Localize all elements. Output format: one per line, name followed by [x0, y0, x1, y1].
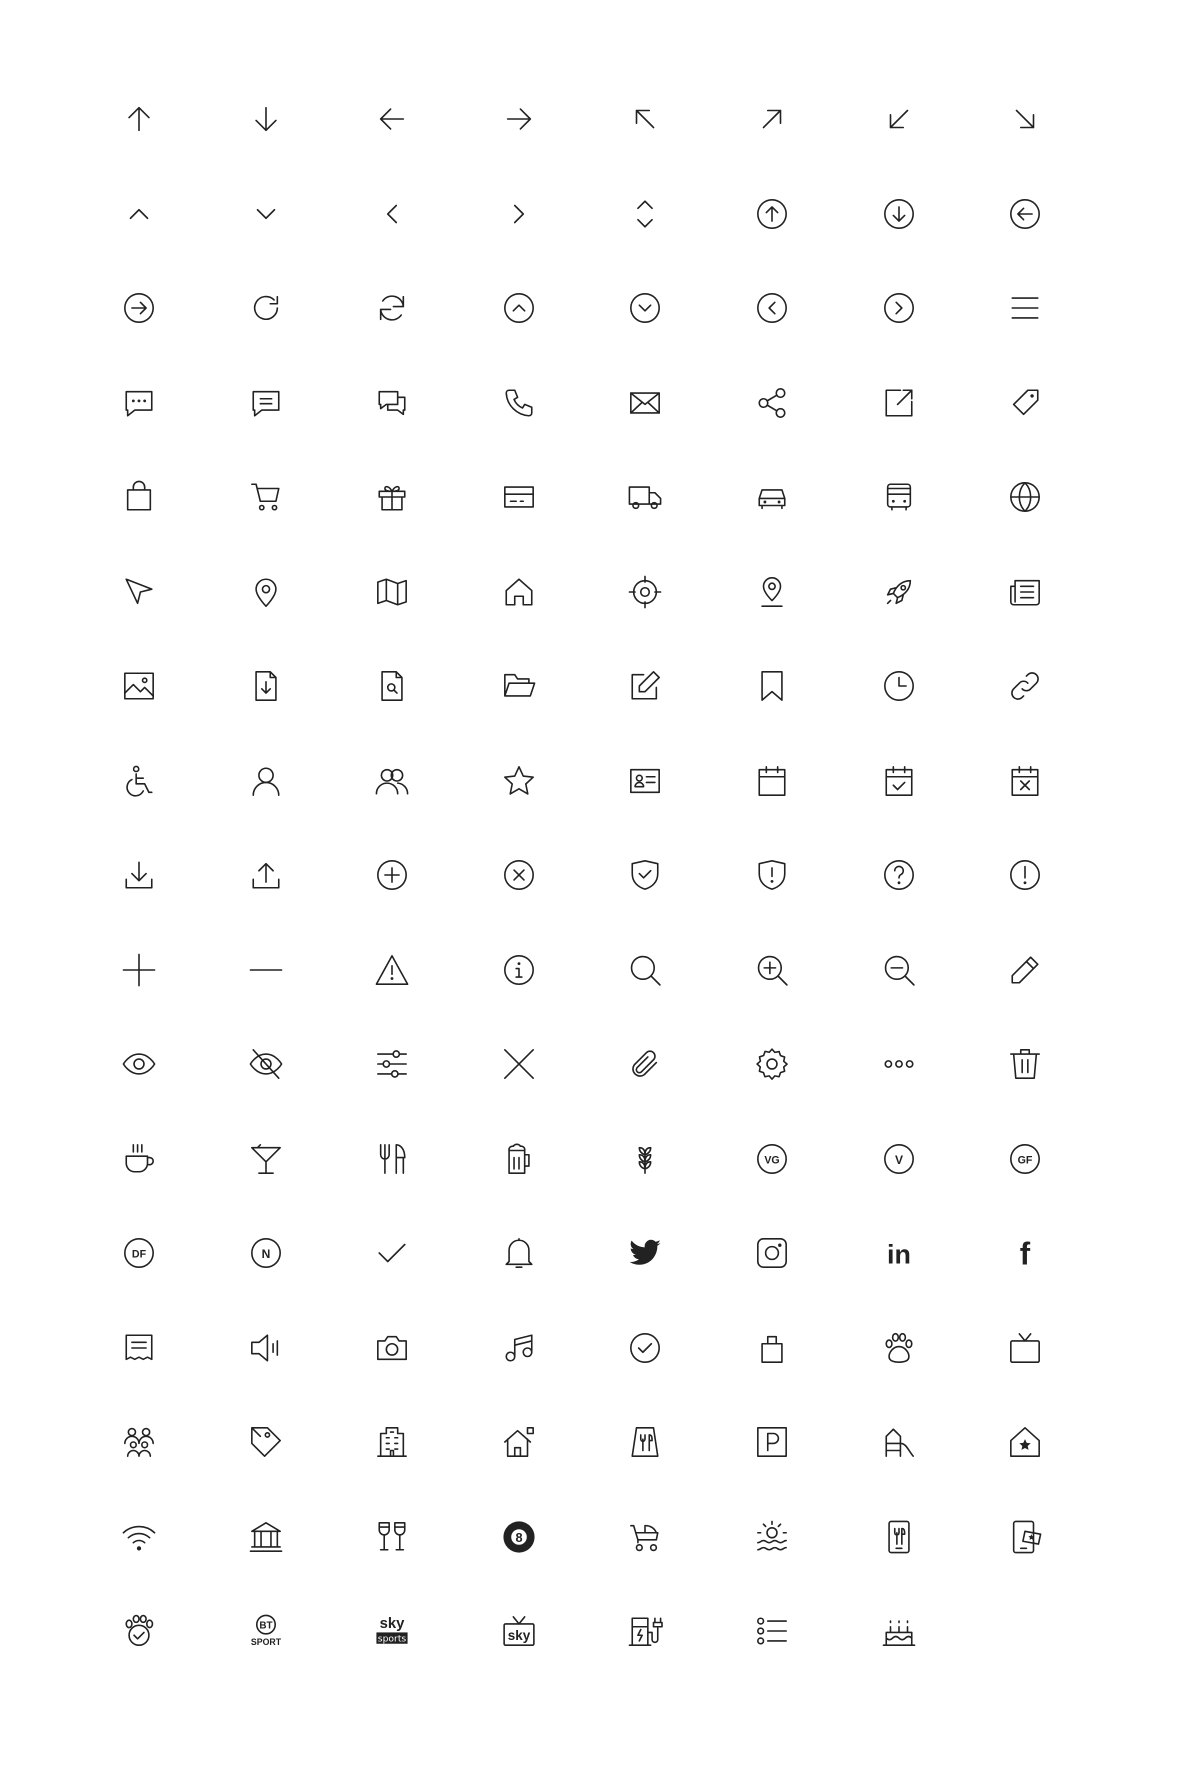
house-garden-icon — [502, 1425, 536, 1459]
icon-cell — [344, 1111, 440, 1207]
camera-icon — [375, 1331, 409, 1365]
icon-cell — [851, 1489, 947, 1585]
food-hall-icon — [628, 1425, 662, 1459]
check-circle-icon — [628, 1331, 662, 1365]
icon-cell — [91, 260, 187, 356]
icon-cell — [851, 260, 947, 356]
arrow-up-circle-icon — [755, 197, 789, 231]
svg-text:SPORT: SPORT — [250, 1637, 281, 1648]
globe-icon — [1008, 480, 1042, 514]
sunset-water-icon — [755, 1520, 789, 1554]
twitter-icon — [628, 1236, 662, 1270]
star-house-icon — [1008, 1425, 1042, 1459]
icon-cell — [597, 1111, 693, 1207]
birthday-cake-icon — [882, 1614, 916, 1648]
arrow-up-left-icon — [628, 102, 662, 136]
icon-cell — [597, 638, 693, 734]
icon-cell — [91, 1489, 187, 1585]
icon-cell — [218, 733, 314, 829]
chevron-up-circle-icon — [502, 291, 536, 325]
wine-glasses-icon — [375, 1520, 409, 1554]
icon-cell — [344, 733, 440, 829]
users-icon — [375, 764, 409, 798]
minus-icon — [249, 953, 283, 987]
truck-icon — [628, 480, 662, 514]
ev-charger-icon — [628, 1614, 662, 1648]
parking-icon — [755, 1425, 789, 1459]
price-tag-icon — [249, 1425, 283, 1459]
icon-cell — [597, 1583, 693, 1679]
user-icon — [249, 764, 283, 798]
icon-cell — [91, 1205, 187, 1301]
icon-cell — [344, 1394, 440, 1490]
icon-cell — [851, 827, 947, 923]
gluten-free-badge-icon — [1008, 1142, 1042, 1176]
arrow-up-right-icon — [755, 102, 789, 136]
eight-ball-icon — [502, 1520, 536, 1554]
arrow-down-icon — [249, 102, 283, 136]
wheat-icon — [628, 1142, 662, 1176]
id-card-icon — [628, 764, 662, 798]
icon-cell — [851, 1394, 947, 1490]
icon-cell — [977, 638, 1073, 734]
rocket-icon — [882, 575, 916, 609]
icon-cell — [597, 1300, 693, 1396]
icon-cell — [851, 733, 947, 829]
dairy-free-badge-icon — [122, 1236, 156, 1270]
wifi-icon — [122, 1520, 156, 1554]
icon-cell — [724, 260, 820, 356]
file-search-icon — [375, 669, 409, 703]
icon-cell — [471, 544, 567, 640]
folder-open-icon — [502, 669, 536, 703]
icon-cell — [471, 1583, 567, 1679]
icon-cell — [344, 1300, 440, 1396]
icon-cell — [977, 1205, 1073, 1301]
calendar-check-icon — [882, 764, 916, 798]
alert-circle-icon — [1008, 858, 1042, 892]
icon-cell — [597, 733, 693, 829]
sky-sports-icon — [375, 1614, 409, 1648]
accessibility-icon — [122, 764, 156, 798]
bell-icon — [502, 1236, 536, 1270]
icon-cell — [344, 1205, 440, 1301]
icon-cell — [851, 355, 947, 451]
icon-cell — [218, 1300, 314, 1396]
icon-cell — [597, 922, 693, 1018]
icon-cell — [597, 1016, 693, 1112]
paperclip-icon — [628, 1047, 662, 1081]
map-pin-icon — [249, 575, 283, 609]
menu-icon — [1008, 291, 1042, 325]
icon-cell — [471, 1111, 567, 1207]
icon-cell — [91, 355, 187, 451]
car-icon — [755, 480, 789, 514]
zoom-out-icon — [882, 953, 916, 987]
svg-text:sky: sky — [507, 1627, 531, 1643]
icon-cell — [344, 1016, 440, 1112]
newspaper-icon — [1008, 575, 1042, 609]
shopping-bag-icon — [122, 480, 156, 514]
icon-cell — [597, 260, 693, 356]
icon-cell — [724, 1583, 820, 1679]
info-circle-icon — [502, 953, 536, 987]
icon-cell — [344, 355, 440, 451]
icon-cell — [471, 71, 567, 167]
chats-icon — [375, 386, 409, 420]
zoom-in-icon — [755, 953, 789, 987]
icon-cell — [471, 166, 567, 262]
icon-cell — [977, 1016, 1073, 1112]
icon-cell — [218, 1016, 314, 1112]
icon-cell — [851, 1300, 947, 1396]
icon-cell — [597, 544, 693, 640]
icon-cell — [218, 827, 314, 923]
arrow-down-left-icon — [882, 102, 916, 136]
icon-cell — [724, 1300, 820, 1396]
icon-cell — [218, 449, 314, 545]
icon-cell — [471, 355, 567, 451]
icon-cell — [91, 1300, 187, 1396]
icon-cell — [218, 1489, 314, 1585]
fork-knife-icon — [375, 1142, 409, 1176]
svg-text:GF: GF — [1017, 1154, 1033, 1167]
chevron-down-icon — [249, 197, 283, 231]
arrow-up-icon — [122, 102, 156, 136]
tv-icon — [1008, 1331, 1042, 1365]
building-icon — [375, 1425, 409, 1459]
shield-check-icon — [628, 858, 662, 892]
icon-cell — [724, 922, 820, 1018]
paw-check-icon — [122, 1614, 156, 1648]
svg-text:sky: sky — [379, 1616, 405, 1633]
icon-cell — [724, 1205, 820, 1301]
chevron-down-circle-icon — [628, 291, 662, 325]
vegan-badge-icon — [755, 1142, 789, 1176]
icon-cell — [977, 166, 1073, 262]
svg-text:sports: sports — [377, 1633, 407, 1645]
icon-cell — [91, 449, 187, 545]
icon-cell — [471, 1394, 567, 1490]
instagram-icon — [755, 1236, 789, 1270]
chevron-left-circle-icon — [755, 291, 789, 325]
pencil-icon — [1008, 953, 1042, 987]
icon-cell — [851, 71, 947, 167]
eye-off-icon — [249, 1047, 283, 1081]
icon-cell — [344, 166, 440, 262]
icon-cell — [91, 71, 187, 167]
icon-cell — [597, 1394, 693, 1490]
shield-alert-icon — [755, 858, 789, 892]
icon-cell — [851, 1111, 947, 1207]
icon-cell — [977, 260, 1073, 356]
icon-cell — [471, 733, 567, 829]
arrow-left-circle-icon — [1008, 197, 1042, 231]
icon-cell — [724, 1016, 820, 1112]
edit-square-icon — [628, 669, 662, 703]
icon-cell — [724, 166, 820, 262]
svg-text:BT: BT — [258, 1620, 273, 1632]
question-circle-icon — [882, 858, 916, 892]
icon-cell — [344, 449, 440, 545]
chevron-left-icon — [375, 197, 409, 231]
icon-cell — [471, 1489, 567, 1585]
svg-text:DF: DF — [131, 1248, 147, 1261]
icon-cell — [977, 71, 1073, 167]
menu-phone-icon — [882, 1520, 916, 1554]
upload-icon — [249, 858, 283, 892]
icon-cell — [218, 71, 314, 167]
bus-icon — [882, 480, 916, 514]
icon-cell — [851, 1205, 947, 1301]
icon-cell — [91, 1016, 187, 1112]
x-circle-icon — [502, 858, 536, 892]
chevron-up-down-icon — [628, 197, 662, 231]
arrow-right-icon — [502, 102, 536, 136]
credit-card-icon — [502, 480, 536, 514]
family-icon — [122, 1425, 156, 1459]
bookmark-icon — [755, 669, 789, 703]
svg-text:f: f — [1019, 1236, 1031, 1272]
icon-cell — [977, 733, 1073, 829]
svg-text:in: in — [886, 1239, 911, 1270]
trash-icon — [1008, 1047, 1042, 1081]
icon-cell — [91, 922, 187, 1018]
chat-lines-icon — [249, 386, 283, 420]
icon-cell — [471, 260, 567, 356]
icon-cell — [344, 827, 440, 923]
bank-icon — [249, 1520, 283, 1554]
icon-cell — [724, 1394, 820, 1490]
bt-sport-icon — [249, 1614, 283, 1648]
icon-cell — [724, 638, 820, 734]
chevron-up-icon — [122, 197, 156, 231]
icon-cell — [851, 1583, 947, 1679]
chevron-right-icon — [502, 197, 536, 231]
icon-cell — [344, 1583, 440, 1679]
icon-cell — [977, 827, 1073, 923]
icon-cell — [344, 922, 440, 1018]
icon-cell — [724, 1489, 820, 1585]
icon-cell — [344, 260, 440, 356]
music-icon — [502, 1331, 536, 1365]
coffee-icon — [122, 1142, 156, 1176]
icon-cell — [977, 1300, 1073, 1396]
phone-ticket-icon — [1008, 1520, 1042, 1554]
arrow-left-icon — [375, 102, 409, 136]
icon-cell — [977, 922, 1073, 1018]
image-icon — [122, 669, 156, 703]
file-download-icon — [249, 669, 283, 703]
warning-triangle-icon — [375, 953, 409, 987]
icon-cell — [218, 1394, 314, 1490]
icon-cell — [851, 544, 947, 640]
icon-cell — [218, 1205, 314, 1301]
icon-cell — [851, 922, 947, 1018]
receipt-icon — [122, 1331, 156, 1365]
sync-icon — [375, 291, 409, 325]
bag-small-icon — [755, 1331, 789, 1365]
link-icon — [1008, 669, 1042, 703]
icon-cell — [597, 1205, 693, 1301]
speaker-icon — [249, 1331, 283, 1365]
home-icon — [502, 575, 536, 609]
icon-cell — [91, 1583, 187, 1679]
navigation-pointer-icon — [122, 575, 156, 609]
stroller-icon — [628, 1520, 662, 1554]
icon-cell — [218, 544, 314, 640]
icon-cell — [977, 544, 1073, 640]
crosshair-icon — [628, 575, 662, 609]
icon-cell — [851, 166, 947, 262]
svg-text:V: V — [894, 1152, 903, 1167]
nuts-badge-icon — [249, 1236, 283, 1270]
icon-cell — [91, 544, 187, 640]
svg-text:8: 8 — [515, 1529, 523, 1545]
cocktail-icon — [249, 1142, 283, 1176]
plus-icon — [122, 953, 156, 987]
icon-cell — [218, 1111, 314, 1207]
calendar-icon — [755, 764, 789, 798]
share-icon — [755, 386, 789, 420]
chat-dots-icon — [122, 386, 156, 420]
eye-icon — [122, 1047, 156, 1081]
check-icon — [375, 1236, 409, 1270]
sliders-icon — [375, 1047, 409, 1081]
download-icon — [122, 858, 156, 892]
icon-cell — [724, 733, 820, 829]
icon-cell — [218, 638, 314, 734]
icon-cell — [218, 260, 314, 356]
icon-cell — [471, 1205, 567, 1301]
arrow-down-circle-icon — [882, 197, 916, 231]
icon-cell — [597, 827, 693, 923]
star-icon — [502, 764, 536, 798]
icon-cell — [724, 71, 820, 167]
icon-cell — [471, 638, 567, 734]
icon-cell — [597, 71, 693, 167]
icon-cell — [471, 1300, 567, 1396]
icon-cell — [218, 1583, 314, 1679]
chevron-right-circle-icon — [882, 291, 916, 325]
icon-cell — [471, 922, 567, 1018]
icon-cell — [724, 1111, 820, 1207]
linkedin-icon — [882, 1236, 916, 1270]
icon-cell — [597, 166, 693, 262]
location-pin-base-icon — [755, 575, 789, 609]
icon-cell — [91, 827, 187, 923]
icon-cell — [91, 733, 187, 829]
icon-cell — [91, 638, 187, 734]
arrow-right-circle-icon — [122, 291, 156, 325]
icon-cell — [344, 71, 440, 167]
search-icon — [628, 953, 662, 987]
icon-cell — [471, 1016, 567, 1112]
icon-cell — [344, 1489, 440, 1585]
svg-text:N: N — [261, 1247, 270, 1262]
list-icon — [755, 1614, 789, 1648]
external-link-icon — [882, 386, 916, 420]
icon-cell — [218, 355, 314, 451]
clock-icon — [882, 669, 916, 703]
close-icon — [502, 1047, 536, 1081]
icon-cell — [91, 1394, 187, 1490]
icon-cell — [977, 1111, 1073, 1207]
icon-cell — [471, 449, 567, 545]
map-icon — [375, 575, 409, 609]
icon-cell — [851, 638, 947, 734]
paw-icon — [882, 1331, 916, 1365]
icon-cell — [724, 544, 820, 640]
plus-circle-icon — [375, 858, 409, 892]
icon-cell — [218, 922, 314, 1018]
icon-cell — [724, 449, 820, 545]
icon-cell — [218, 166, 314, 262]
icon-cell — [471, 827, 567, 923]
tag-icon — [1008, 386, 1042, 420]
gift-icon — [375, 480, 409, 514]
sky-tv-icon — [502, 1614, 536, 1648]
icon-cell — [724, 827, 820, 923]
icon-cell — [597, 355, 693, 451]
gear-icon — [755, 1047, 789, 1081]
beer-icon — [502, 1142, 536, 1176]
refresh-icon — [249, 291, 283, 325]
cart-icon — [249, 480, 283, 514]
more-dots-icon — [882, 1047, 916, 1081]
icon-cell — [977, 449, 1073, 545]
icon-cell — [597, 1489, 693, 1585]
icon-cell — [597, 449, 693, 545]
icon-cell — [724, 355, 820, 451]
icon-cell — [344, 638, 440, 734]
icon-cell — [91, 1111, 187, 1207]
vegetarian-badge-icon — [882, 1142, 916, 1176]
playground-icon — [882, 1425, 916, 1459]
icon-cell — [977, 1489, 1073, 1585]
phone-icon — [502, 386, 536, 420]
icon-cell — [977, 355, 1073, 451]
icon-cell — [977, 1394, 1073, 1490]
icon-cell — [91, 166, 187, 262]
calendar-x-icon — [1008, 764, 1042, 798]
facebook-icon — [1008, 1236, 1042, 1270]
arrow-down-right-icon — [1008, 102, 1042, 136]
icon-cell — [851, 449, 947, 545]
icon-cell — [851, 1016, 947, 1112]
svg-text:VG: VG — [764, 1154, 780, 1167]
mail-icon — [628, 386, 662, 420]
icon-cell — [344, 544, 440, 640]
